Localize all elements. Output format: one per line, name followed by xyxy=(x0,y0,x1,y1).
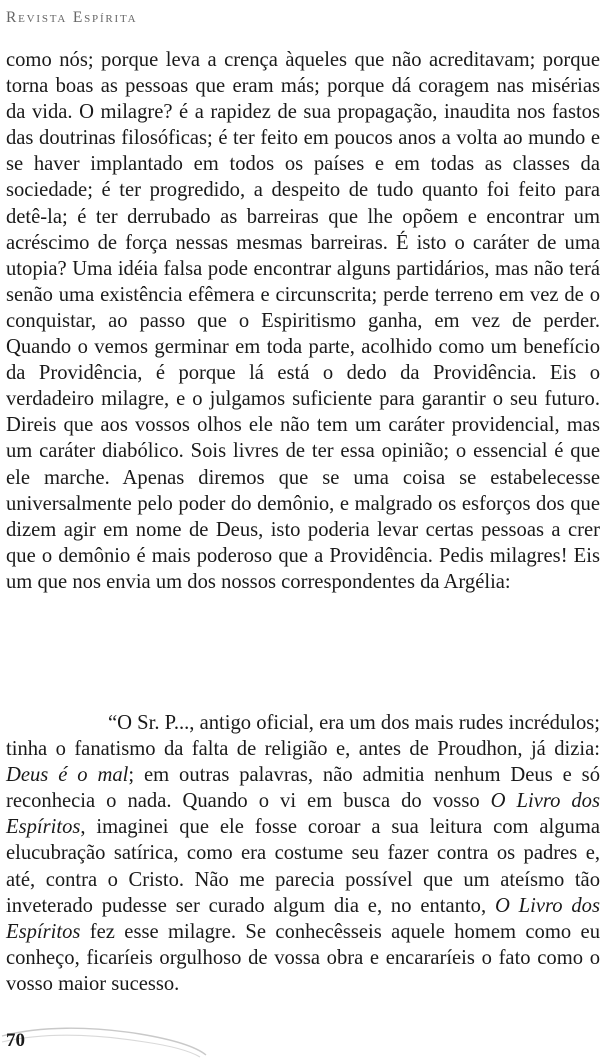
quote-text-4: fez esse milagre. Se conhecêsseis aquele homem como eu conheço, ficaríeis orgulhoso de vossa obra e encararíeis o fato como o vosso maior sucesso. xyxy=(6,920,600,995)
quote-text-1: “O Sr. P..., antigo oficial, era um dos mais rudes incrédulos; tinha o fanatismo da falta de religião e, antes de Proudhon, já dizia: xyxy=(6,712,600,761)
quote-italic-1: Deus é o mal xyxy=(6,764,129,787)
running-head: Revista Espírita xyxy=(6,9,138,26)
page-corner-ornament xyxy=(0,1022,210,1059)
quoted-letter xyxy=(6,710,600,997)
quote-italic-3: O Livro dos Espíritos xyxy=(6,894,600,943)
quote-text-2: ; em outras palavras, não admitia nenhum Deus e só reconhecia o nada. Quando o vi em busca do vosso xyxy=(6,764,600,813)
page-number: 70 xyxy=(6,1030,25,1051)
body-paragraph: como nós; porque leva a crença àqueles que não acreditavam; porque torna boas as pessoas que eram más; porque dá coragem nas misérias da vida. O milagre? é a rapidez de sua propagação, inaudita nos fastos das doutrinas filosóficas; é ter feito em poucos anos a volta ao mundo e se haver implantado em todos os países e em todas as classes da sociedade; é ter progredido, a despeito de tudo quanto foi feito para detê-la; é ter derrubado as barreiras que lhe opõem e encontrar um acréscimo de força nessas mesmas barreiras. É isto o caráter de uma utopia? Uma idéia falsa pode encontrar alguns partidários, mas não terá senão uma existência efêmera e circunscrita; perde terreno em vez de o conquistar, ao passo que o Espiritismo ganha, em vez de perder. Quando o vemos germinar em toda parte, acolhido como um benefício da Providência, é porque lá está o dedo da Providência. Eis o verdadeiro milagre, e o julgamos suficiente para garantir o seu futuro. Direis que aos vossos olhos ele não tem um caráter providencial, mas um caráter diabólico. Sois livres de ter essa opinião; o essencial é que ele marche. Apenas diremos que se uma coisa se estabelecesse universalmente pelo poder do demônio, e malgrado os esforços dos que dizem agir em nome de Deus, isto poderia levar certas pessoas a crer que o demônio é mais poderoso que a Providência. Pedis milagres! Eis um que nos envia um dos nossos correspondentes da Argélia: xyxy=(6,49,600,593)
quote-text-3: , imaginei que ele fosse coroar a sua leitura com alguma elucubração satírica, como era costume seu fazer contra os padres e, até, contra o Cristo. Não me parecia possível que um ateísmo tão inveterado pudesse ser curado algum dia e, no entanto, xyxy=(6,816,600,917)
quote-italic-2: O Livro dos Espíritos xyxy=(6,790,600,839)
